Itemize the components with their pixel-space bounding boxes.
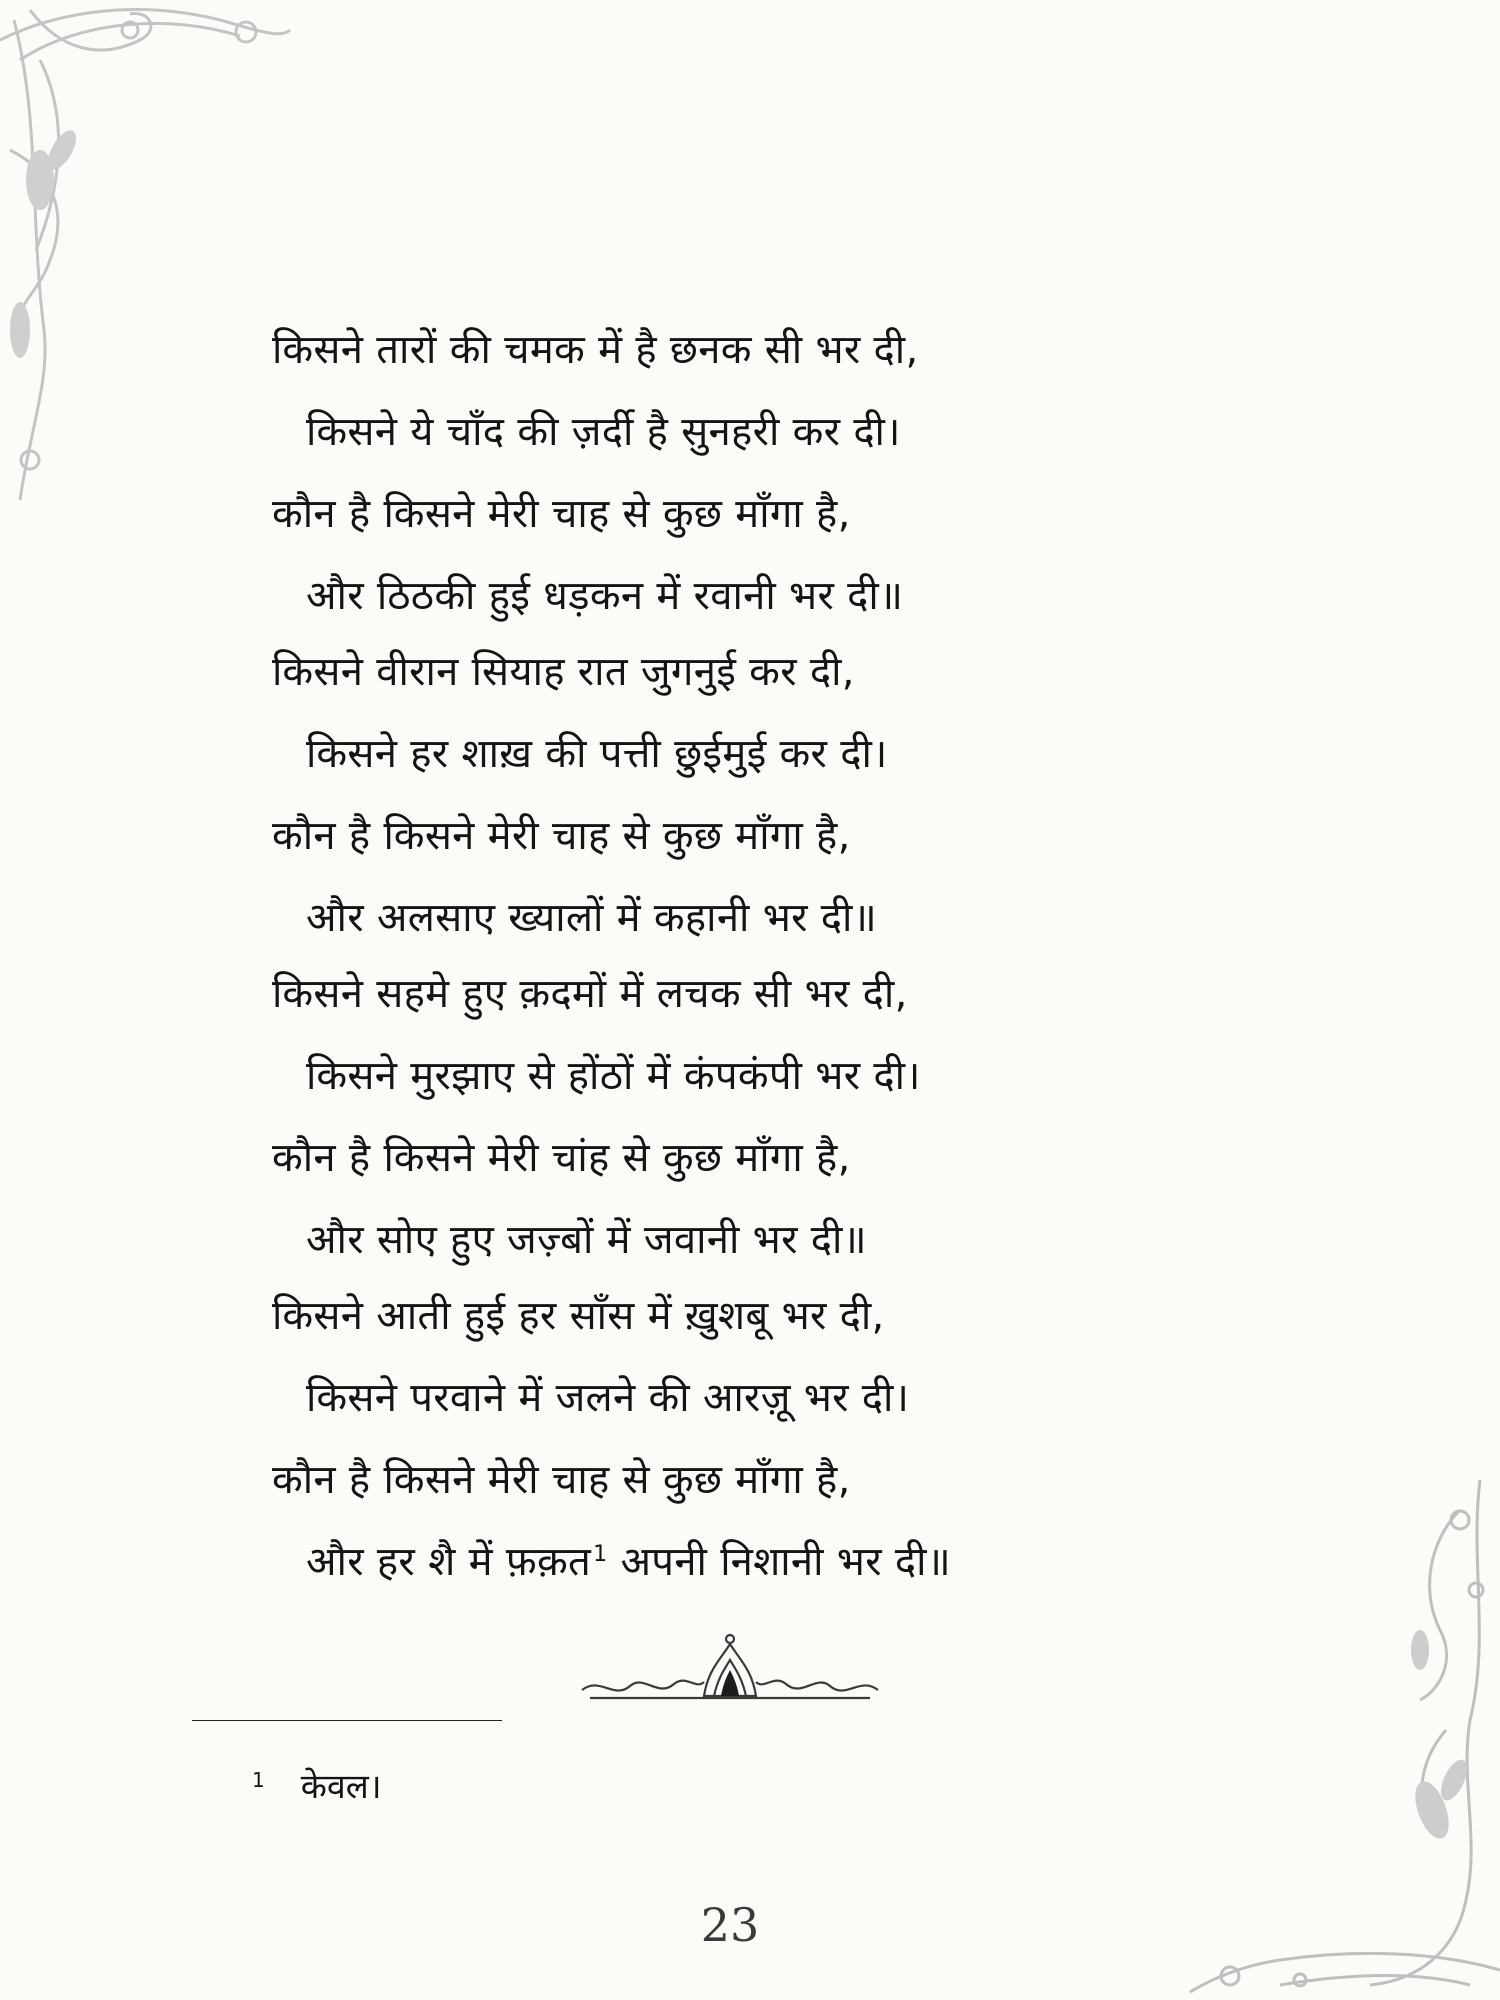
footnote-marker: 1 [252,1768,265,1792]
footnote [252,1762,382,1808]
poem [272,327,1392,1618]
poem-line: किसने वीरान सियाह रात जुगनुई कर दी, [272,649,855,695]
footnote-rule [192,1720,502,1721]
page-number: 23 [700,1898,760,1952]
poem-line: कौन है किसने मेरी चाह से कुछ माँगा है, [272,813,851,859]
poem-line: और सोए हुए जज़्बों में जवानी भर दी॥ [306,1217,867,1263]
stanza [272,327,1392,619]
footnote-reference: 1 [593,1541,608,1567]
poem-line: और अलसाए ख्यालों में कहानी भर दी॥ [306,895,877,941]
poem-line: किसने ये चाँद की ज़र्दी है सुनहरी कर दी। [306,409,901,455]
poem-line: किसने सहमे हुए क़दमों में लचक सी भर दी, [272,971,908,1017]
stanza [272,971,1392,1263]
floral-corner-icon [1170,1480,1500,2000]
poem-line: कौन है किसने मेरी चांह से कुछ माँगा है, [272,1135,851,1181]
floral-corner-icon [0,0,300,520]
stanza [272,649,1392,941]
poem-line: किसने हर शाख़ की पत्ती छुईमुई कर दी। [306,731,888,777]
footnote-text: केवल। [300,1767,382,1807]
poem-line: किसने आती हुई हर साँस में ख़ुशबू भर दी, [272,1293,885,1339]
poem-line: किसने परवाने में जलने की आरज़ू भर दी। [306,1375,910,1421]
poem-line: किसने मुरझाए से होंठों में कंपकंपी भर दी। [306,1053,921,1099]
poem-line: कौन है किसने मेरी चाह से कुछ माँगा है, [272,1457,851,1503]
poem-line: और ठिठकी हुई धड़कन में रवानी भर दी॥ [306,573,904,619]
poem-line: कौन है किसने मेरी चाह से कुछ माँगा है, [272,491,851,537]
line-text: और हर शै में फ़क़त [306,1539,592,1585]
lamp-divider-icon [580,1630,880,1710]
line-text: अपनी निशानी भर दी॥ [607,1539,952,1585]
poem-line: किसने तारों की चमक में है छनक सी भर दी, [272,327,919,373]
